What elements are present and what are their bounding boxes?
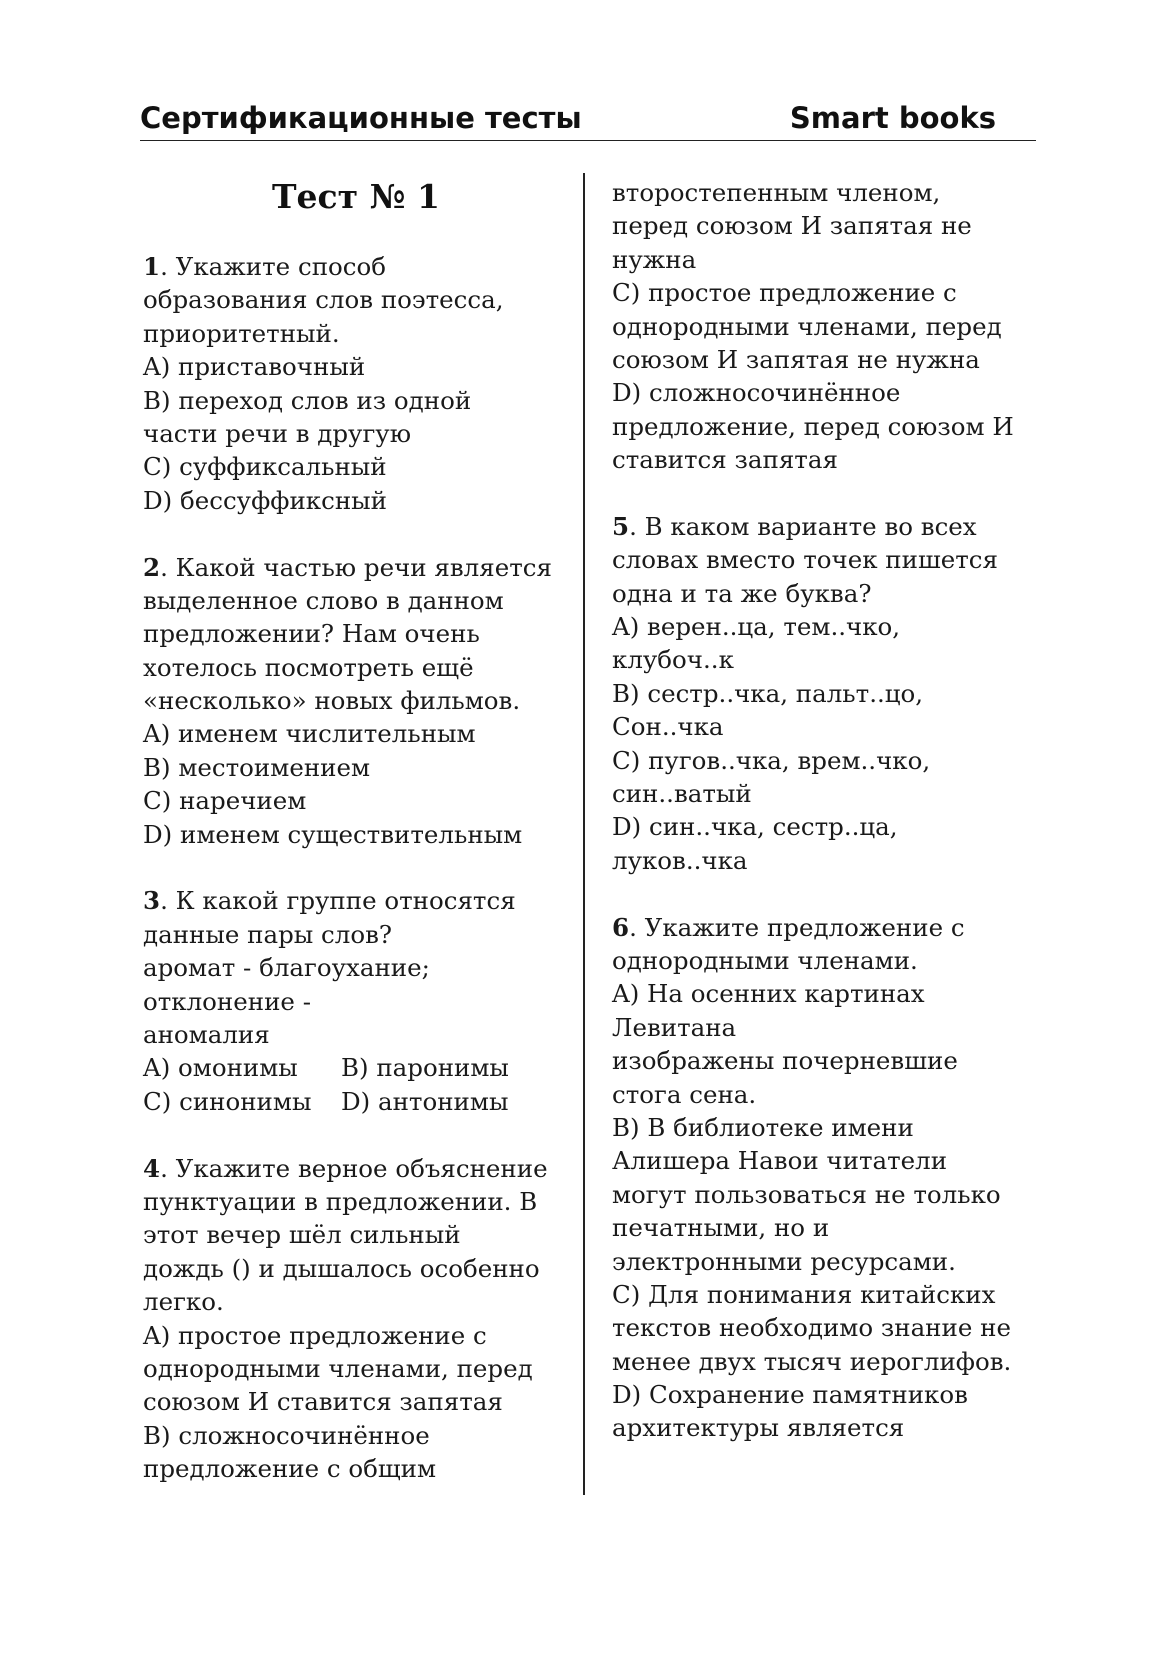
line-text: словах вместо точек пишется bbox=[612, 545, 998, 575]
line-text: менее двух тысяч иероглифов. bbox=[612, 1346, 1012, 1376]
question-number: 5 bbox=[612, 511, 630, 541]
question-heading bbox=[143, 884, 573, 917]
text-line bbox=[143, 1419, 573, 1452]
line-text: B) сложносочинённое bbox=[143, 1420, 430, 1450]
line-text: D) Сохранение памятников bbox=[612, 1380, 968, 1410]
line-text: D) син..чка, сестр..ца, bbox=[612, 812, 898, 842]
text-line bbox=[143, 283, 573, 316]
text-line bbox=[143, 751, 573, 784]
text-line bbox=[143, 584, 573, 617]
question-spacer bbox=[143, 1118, 573, 1151]
question-spacer bbox=[612, 877, 1052, 910]
line-text: изображены почерневшие bbox=[612, 1046, 958, 1076]
answer-option: A) омонимы bbox=[143, 1053, 298, 1083]
text-line bbox=[612, 543, 1052, 576]
line-text: хотелось посмотреть ещё bbox=[143, 652, 474, 682]
line-text: D) сложносочинённое bbox=[612, 378, 901, 408]
line-text: предложении? Нам очень bbox=[143, 619, 480, 649]
text-line bbox=[143, 784, 573, 817]
line-text: аномалия bbox=[143, 1019, 270, 1049]
line-text: однородными членами, перед bbox=[612, 311, 1002, 341]
line-text: . Укажите верное объяснение bbox=[160, 1153, 548, 1183]
text-line bbox=[143, 617, 573, 650]
text-line bbox=[143, 484, 573, 517]
question-number: 4 bbox=[143, 1153, 161, 1183]
line-text: однородными членами, перед bbox=[143, 1353, 533, 1383]
text-line bbox=[143, 1385, 573, 1418]
text-line bbox=[143, 818, 573, 851]
text-line bbox=[143, 651, 573, 684]
test-title: Тест № 1 bbox=[272, 177, 440, 216]
question-spacer bbox=[143, 851, 573, 884]
text-line bbox=[612, 710, 1052, 743]
text-line bbox=[612, 610, 1052, 643]
line-text: архитектуры является bbox=[612, 1413, 905, 1443]
answer-option: B) паронимы bbox=[341, 1053, 509, 1083]
line-text: клубоч..к bbox=[612, 645, 734, 675]
line-text: предложение, перед союзом И bbox=[612, 411, 1014, 441]
text-line bbox=[612, 677, 1052, 710]
text-line bbox=[612, 577, 1052, 610]
line-text: C) Для понимания китайских bbox=[612, 1279, 996, 1309]
line-text: отклонение - bbox=[143, 986, 311, 1016]
text-line bbox=[612, 376, 1052, 409]
text-line bbox=[143, 684, 573, 717]
line-text: печатными, но и bbox=[612, 1213, 830, 1243]
line-text: союзом И запятая не нужна bbox=[612, 344, 980, 374]
question-number: 6 bbox=[612, 912, 630, 942]
right-column bbox=[612, 176, 1052, 1445]
text-line bbox=[612, 343, 1052, 376]
line-text: луков..чка bbox=[612, 845, 748, 875]
line-text: электронными ресурсами. bbox=[612, 1246, 956, 1276]
text-line bbox=[143, 350, 573, 383]
line-text: D) именем существительным bbox=[143, 819, 523, 849]
text-line bbox=[612, 176, 1052, 209]
line-text: A) На осенних картинах bbox=[612, 979, 925, 1009]
text-line bbox=[612, 1245, 1052, 1278]
line-text: C) суффиксальный bbox=[143, 452, 387, 482]
line-text: пунктуации в предложении. В bbox=[143, 1186, 538, 1216]
text-line bbox=[612, 410, 1052, 443]
text-line bbox=[143, 1185, 573, 1218]
left-column bbox=[143, 250, 573, 1485]
line-text: «несколько» новых фильмов. bbox=[143, 686, 521, 716]
line-text: A) приставочный bbox=[143, 352, 366, 382]
line-text: B) сестр..чка, пальт..цо, bbox=[612, 678, 924, 708]
text-line bbox=[612, 1378, 1052, 1411]
text-line bbox=[612, 209, 1052, 242]
text-line bbox=[612, 944, 1052, 977]
text-line bbox=[612, 844, 1052, 877]
text-line bbox=[612, 310, 1052, 343]
line-text: стога сена. bbox=[612, 1079, 757, 1109]
text-line bbox=[612, 443, 1052, 476]
text-line bbox=[612, 276, 1052, 309]
line-text: C) наречием bbox=[143, 786, 307, 816]
line-text: нужна bbox=[612, 244, 697, 274]
line-text: A) простое предложение с bbox=[143, 1320, 487, 1350]
header-rule bbox=[140, 140, 1036, 141]
text-line bbox=[143, 1285, 573, 1318]
question-number: 1 bbox=[143, 252, 161, 281]
text-line bbox=[143, 951, 573, 984]
line-text: Сон..чка bbox=[612, 712, 724, 742]
line-text: C) пугов..чка, врем..чко, bbox=[612, 745, 931, 775]
column-divider bbox=[583, 173, 585, 1495]
line-text: син..ватый bbox=[612, 779, 752, 809]
question-number: 2 bbox=[143, 552, 161, 582]
header-publisher: Smart books bbox=[789, 101, 996, 135]
answer-option: C) синонимы bbox=[143, 1086, 312, 1116]
text-line bbox=[612, 1345, 1052, 1378]
question-heading bbox=[143, 250, 573, 283]
text-line bbox=[143, 450, 573, 483]
text-line bbox=[143, 1085, 573, 1118]
question-heading bbox=[143, 551, 573, 584]
text-line bbox=[612, 1178, 1052, 1211]
line-text: этот вечер шёл сильный bbox=[143, 1220, 461, 1250]
question-heading bbox=[143, 1152, 573, 1185]
text-line bbox=[612, 243, 1052, 276]
text-line bbox=[612, 643, 1052, 676]
text-line bbox=[612, 1311, 1052, 1344]
line-text: части речи в другую bbox=[143, 418, 412, 448]
page-header bbox=[140, 100, 1036, 141]
line-text: . Укажите способ bbox=[160, 252, 386, 281]
line-text: A) именем числительным bbox=[143, 719, 476, 749]
line-text: выделенное слово в данном bbox=[143, 585, 504, 615]
question-heading bbox=[612, 510, 1052, 543]
line-text: приоритетный. bbox=[143, 318, 340, 348]
line-text: C) простое предложение с bbox=[612, 278, 957, 308]
line-text: одна и та же буква? bbox=[612, 578, 872, 608]
line-text: однородными членами. bbox=[612, 945, 918, 975]
line-text: аромат - благоухание; bbox=[143, 953, 430, 983]
line-text: B) В библиотеке имени bbox=[612, 1112, 914, 1142]
line-text: Левитана bbox=[612, 1012, 737, 1042]
text-line bbox=[143, 1319, 573, 1352]
text-line bbox=[143, 384, 573, 417]
line-text: предложение с общим bbox=[143, 1454, 437, 1484]
line-text: D) бессуффиксный bbox=[143, 485, 387, 515]
text-line bbox=[143, 1018, 573, 1051]
text-line bbox=[612, 810, 1052, 843]
text-line bbox=[612, 1078, 1052, 1111]
line-text: союзом И ставится запятая bbox=[143, 1387, 503, 1417]
line-text: могут пользоваться не только bbox=[612, 1179, 1001, 1209]
text-line bbox=[612, 1111, 1052, 1144]
line-text: легко. bbox=[143, 1287, 224, 1317]
text-line bbox=[612, 1411, 1052, 1444]
text-line bbox=[143, 1352, 573, 1385]
text-line bbox=[143, 918, 573, 951]
answer-option: D) антонимы bbox=[341, 1086, 509, 1116]
line-text: B) переход слов из одной bbox=[143, 385, 472, 415]
line-text: B) местоимением bbox=[143, 752, 371, 782]
text-line bbox=[612, 1011, 1052, 1044]
line-text: образования слов поэтесса, bbox=[143, 285, 504, 315]
text-line bbox=[143, 317, 573, 350]
line-text: Алишера Навои читатели bbox=[612, 1146, 948, 1176]
text-line bbox=[612, 977, 1052, 1010]
text-line bbox=[143, 1218, 573, 1251]
text-line bbox=[143, 1252, 573, 1285]
text-line bbox=[612, 1144, 1052, 1177]
text-line bbox=[612, 777, 1052, 810]
line-text: . В каком варианте во всех bbox=[629, 511, 977, 541]
text-line bbox=[612, 1211, 1052, 1244]
line-text: . К какой группе относятся bbox=[160, 886, 516, 916]
question-heading bbox=[612, 911, 1052, 944]
line-text: A) верен..ца, тем..чко, bbox=[612, 612, 901, 642]
text-line bbox=[143, 1051, 573, 1084]
header-title: Сертификационные тесты bbox=[140, 101, 582, 135]
question-spacer bbox=[143, 517, 573, 550]
question-spacer bbox=[612, 477, 1052, 510]
text-line bbox=[612, 1278, 1052, 1311]
line-text: дождь () и дышалось особенно bbox=[143, 1253, 540, 1283]
line-text: второстепенным членом, bbox=[612, 178, 941, 207]
text-line bbox=[143, 1452, 573, 1485]
line-text: данные пары слов? bbox=[143, 919, 393, 949]
text-line bbox=[143, 717, 573, 750]
text-line bbox=[143, 985, 573, 1018]
line-text: . Какой частью речи является bbox=[160, 552, 552, 582]
text-line bbox=[143, 417, 573, 450]
line-text: ставится запятая bbox=[612, 445, 838, 475]
text-line bbox=[612, 1044, 1052, 1077]
text-line bbox=[612, 744, 1052, 777]
line-text: текстов необходимо знание не bbox=[612, 1313, 1011, 1343]
line-text: . Укажите предложение с bbox=[629, 912, 965, 942]
question-number: 3 bbox=[143, 886, 161, 916]
line-text: перед союзом И запятая не bbox=[612, 211, 972, 241]
